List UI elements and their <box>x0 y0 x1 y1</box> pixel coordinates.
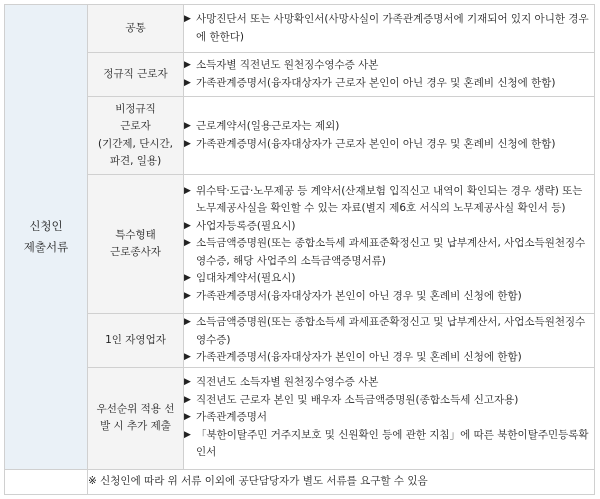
triangle-right-icon: ▶ <box>184 77 191 88</box>
document-item-text: 소득금액증명원(또는 종합소득세 과세표준확정신고 및 납부계산서, 사업소득원천징수영수증) <box>196 316 586 346</box>
document-list-cell <box>184 97 595 175</box>
document-item-text: 「북한이탈주민 거주지보호 및 신원확인 등에 관한 지침」에 따른 북한이탈주민등록확인서 <box>196 428 589 459</box>
document-item <box>184 288 594 306</box>
document-list-cell <box>184 367 595 469</box>
document-item-text: 소득자별 직전년도 원천징수영수증 사본 <box>196 59 379 71</box>
document-item-text: 위수탁·도급·노무제공 등 계약서(산재보험 입직신고 내역이 확인되는 경우 생략) 또는 노무제공사실을 확인할 수 있는 자료(별지 제6호 서식의 노무제공사실 확인서 등) <box>196 184 583 215</box>
table-row <box>5 97 595 175</box>
triangle-right-icon: ▶ <box>184 394 191 405</box>
document-item <box>184 349 594 367</box>
applicant-type-cell <box>88 97 184 175</box>
document-item <box>184 11 594 46</box>
applicant-type-label: 정규직 근로자 <box>103 67 168 80</box>
document-item <box>184 118 594 136</box>
applicant-type-cell <box>88 175 184 314</box>
document-item <box>184 270 594 288</box>
document-item-text: 직전년도 소득자별 원천징수영수증 사본 <box>196 376 379 389</box>
document-item-text: 가족관계증명서(융자대상자가 근로자 본인이 아닌 경우 및 혼례비 신청에 한함) <box>196 137 556 150</box>
table-row <box>5 367 595 469</box>
category-cell <box>5 5 88 470</box>
document-item <box>184 136 594 154</box>
note-cell <box>88 469 595 494</box>
triangle-right-icon: ▶ <box>184 352 191 362</box>
document-item <box>184 314 594 349</box>
applicant-type-cell <box>88 367 184 469</box>
applicant-type-label: (기간제, 단시간, <box>98 137 173 150</box>
triangle-right-icon: ▶ <box>184 412 191 423</box>
document-list-cell <box>184 175 595 314</box>
applicant-type-label: 발 시 추가 제출 <box>100 420 171 432</box>
table-body <box>5 5 595 495</box>
document-item-text: 사망진단서 또는 사망확인서(사망사실이 가족관계증명서에 기재되어 있지 아니한 경우에 한한다) <box>196 13 589 43</box>
document-item-text: 근로계약서(일용근로자는 제외) <box>196 120 340 132</box>
applicant-type-cell <box>88 5 184 53</box>
note-row <box>5 469 595 494</box>
triangle-right-icon: ▶ <box>184 377 191 388</box>
document-item <box>184 374 594 392</box>
document-item <box>184 218 594 236</box>
document-item-text: 직전년도 근로자 본인 및 배우자 소득금액증명원(종합소득세 신고자용) <box>196 393 519 406</box>
applicant-type-label: 1인 자영업자 <box>105 333 166 346</box>
triangle-right-icon: ▶ <box>184 429 191 440</box>
applicant-type-cell <box>88 314 184 368</box>
document-item <box>184 183 594 218</box>
document-item-text: 임대차계약서(필요시) <box>196 272 296 285</box>
triangle-right-icon: ▶ <box>184 290 191 301</box>
applicant-type-label: 근로종사자 <box>110 246 161 258</box>
document-item <box>184 75 594 93</box>
note-text: ※ 신청인에 따라 위 서류 이외에 공단담당자가 별도 서류를 요구할 수 있음 <box>88 474 428 487</box>
document-item-text: 가족관계증명서(융자대상자가 근로자 본인이 아닌 경우 및 혼례비 신청에 한함) <box>196 76 556 89</box>
applicant-type-label: 우선순위 적용 선 <box>96 402 175 415</box>
document-item <box>184 235 594 270</box>
triangle-right-icon: ▶ <box>184 238 191 249</box>
applicant-type-label: 파견, 일용) <box>109 155 162 167</box>
table-row <box>5 314 595 368</box>
table-row <box>5 53 595 97</box>
triangle-right-icon: ▶ <box>184 138 191 149</box>
table-row <box>5 175 595 314</box>
required-documents-table <box>4 4 595 495</box>
document-item-text: 가족관계증명서 <box>196 411 268 424</box>
table-row <box>5 5 595 53</box>
document-item-text: 가족관계증명서(융자대상자가 본인이 아닌 경우 및 혼례비 신청에 한함) <box>196 289 522 302</box>
applicant-type-label: 비정규직 <box>115 102 156 115</box>
applicant-type-label: 특수형태 <box>115 228 156 241</box>
document-item-text: 사업자등록증(필요시) <box>196 219 296 232</box>
triangle-right-icon: ▶ <box>184 273 191 284</box>
document-list-cell <box>184 5 595 53</box>
document-item <box>184 409 594 427</box>
documents-table-wrapper <box>4 4 595 495</box>
triangle-right-icon: ▶ <box>184 220 191 231</box>
applicant-type-label: 근로자 <box>120 120 151 132</box>
note-spacer-cell <box>5 469 88 494</box>
triangle-right-icon: ▶ <box>184 317 191 327</box>
applicant-type-label: 공통 <box>125 21 146 34</box>
document-item-text: 가족관계증명서(융자대상자가 본인이 아닌 경우 및 혼례비 신청에 한함) <box>196 351 522 363</box>
category-label-line: 제출서류 <box>23 239 69 254</box>
document-item <box>184 57 594 75</box>
category-label-line: 신청인 <box>29 218 63 233</box>
document-item <box>184 392 594 410</box>
triangle-right-icon: ▶ <box>184 185 191 196</box>
triangle-right-icon: ▶ <box>184 60 191 70</box>
document-list-cell <box>184 53 595 97</box>
triangle-right-icon: ▶ <box>184 14 191 24</box>
document-item-text: 소득금액증명원(또는 종합소득세 과세표준확정신고 및 납부계산서, 사업소득원천징수영수증, 해당 사업주의 소득금액증명서류) <box>196 237 586 267</box>
document-item <box>184 427 594 462</box>
triangle-right-icon: ▶ <box>184 121 191 131</box>
applicant-type-cell <box>88 53 184 97</box>
document-list-cell <box>184 314 595 368</box>
